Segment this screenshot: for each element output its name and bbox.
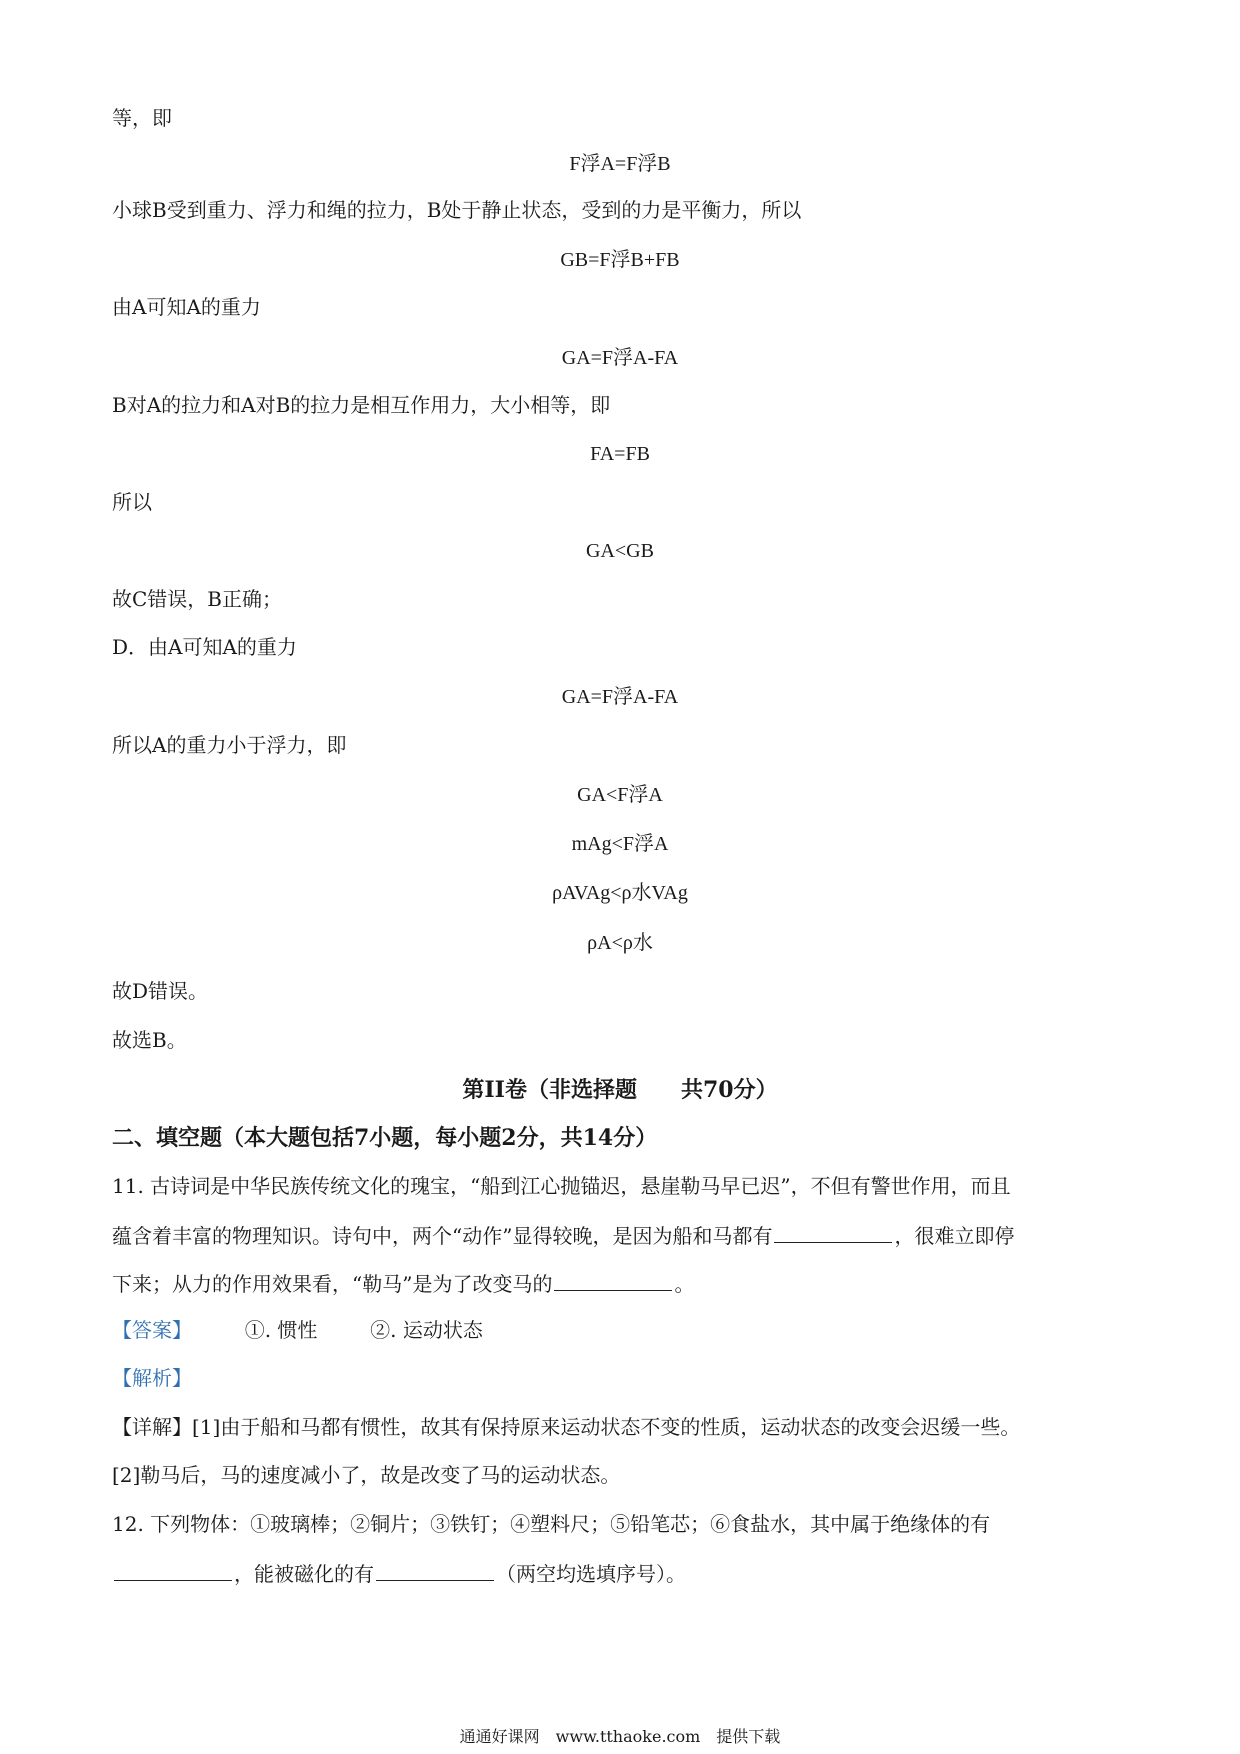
- detail-line-1: [112, 1413, 1020, 1441]
- answer-blank: [376, 1558, 494, 1581]
- text-line: B对A的拉力和A对B的拉力是相互作用力，大小相等，即: [112, 393, 611, 417]
- question-text: （两空均选填序号）。: [496, 1562, 686, 1586]
- analysis-tag: 【解析】: [112, 1366, 192, 1390]
- answer-line: [112, 1316, 483, 1344]
- equation: GA<F浮A: [577, 784, 663, 806]
- part-title: 第II卷（非选择题 共70分）: [462, 1077, 778, 1103]
- equation: FA=FB: [590, 443, 650, 465]
- equation: ρA<ρ水: [587, 932, 653, 954]
- answer-tag: 【答案】: [112, 1318, 192, 1342]
- equation: GB=F浮B+FB: [560, 249, 680, 271]
- detail-line-2: [2]勒马后，马的速度减小了，故是改变了马的运动状态。: [112, 1463, 621, 1487]
- question-12-line-2: [112, 1558, 686, 1588]
- answer-blank: [114, 1558, 232, 1581]
- text-line: 所以: [112, 490, 152, 514]
- question-11-line-2: [112, 1220, 1014, 1250]
- answer-1: ①. 惯性: [244, 1318, 318, 1342]
- text-line: 故C错误，B正确；: [112, 587, 282, 611]
- section-heading: 二、填空题（本大题包括7小题，每小题2分，共14分）: [112, 1125, 658, 1151]
- question-text: 。: [674, 1272, 695, 1296]
- question-11-line-3: [112, 1268, 694, 1298]
- answer-blank: [774, 1220, 892, 1243]
- equation: GA=F浮A-FA: [561, 347, 679, 369]
- equation: GA=F浮A-FA: [561, 686, 679, 708]
- detail-tag: 【详解】: [112, 1415, 192, 1439]
- text-line: 由A可知A的重力: [112, 295, 261, 319]
- question-text: ，能被磁化的有: [234, 1562, 374, 1586]
- text-line: D．由A可知A的重力: [112, 635, 297, 659]
- page-footer: 通通好课网 www.tthaoke.com 提供下载: [459, 1727, 781, 1746]
- question-text: 蕴含着丰富的物理知识。诗句中，两个“动作”显得较晚，是因为船和马都有: [112, 1224, 773, 1248]
- text-line: 等，即: [112, 106, 172, 130]
- equation: GA<GB: [586, 540, 654, 562]
- question-11-line-1: 11. 古诗词是中华民族传统文化的瑰宝，“船到江心抛锚迟，悬崖勒马早已迟”，不但有警世作用，而且: [112, 1174, 1011, 1198]
- text-line: 所以A的重力小于浮力，即: [112, 733, 347, 757]
- text-line: 故选B。: [112, 1028, 187, 1052]
- text-line: 小球B受到重力、浮力和绳的拉力，B处于静止状态，受到的力是平衡力，所以: [112, 198, 802, 222]
- question-12-line-1: 12. 下列物体：①玻璃棒；②铜片；③铁钉；④塑料尺；⑤铅笔芯；⑥食盐水，其中属于绝缘体的有: [112, 1512, 991, 1536]
- answer-blank: [554, 1268, 672, 1291]
- text-line: 故D错误。: [112, 979, 209, 1003]
- equation: mAg<F浮A: [571, 833, 669, 855]
- equation: F浮A=F浮B: [569, 153, 671, 175]
- question-text: 下来；从力的作用效果看，“勒马”是为了改变马的: [112, 1272, 553, 1296]
- equation: ρAVAg<ρ水VAg: [552, 882, 688, 904]
- detail-text: [1]由于船和马都有惯性，故其有保持原来运动状态不变的性质，运动状态的改变会迟缓一些。: [192, 1415, 1021, 1439]
- question-text: ，很难立即停: [894, 1224, 1015, 1248]
- analysis-line: [112, 1364, 192, 1392]
- answer-2: ②. 运动状态: [370, 1318, 483, 1342]
